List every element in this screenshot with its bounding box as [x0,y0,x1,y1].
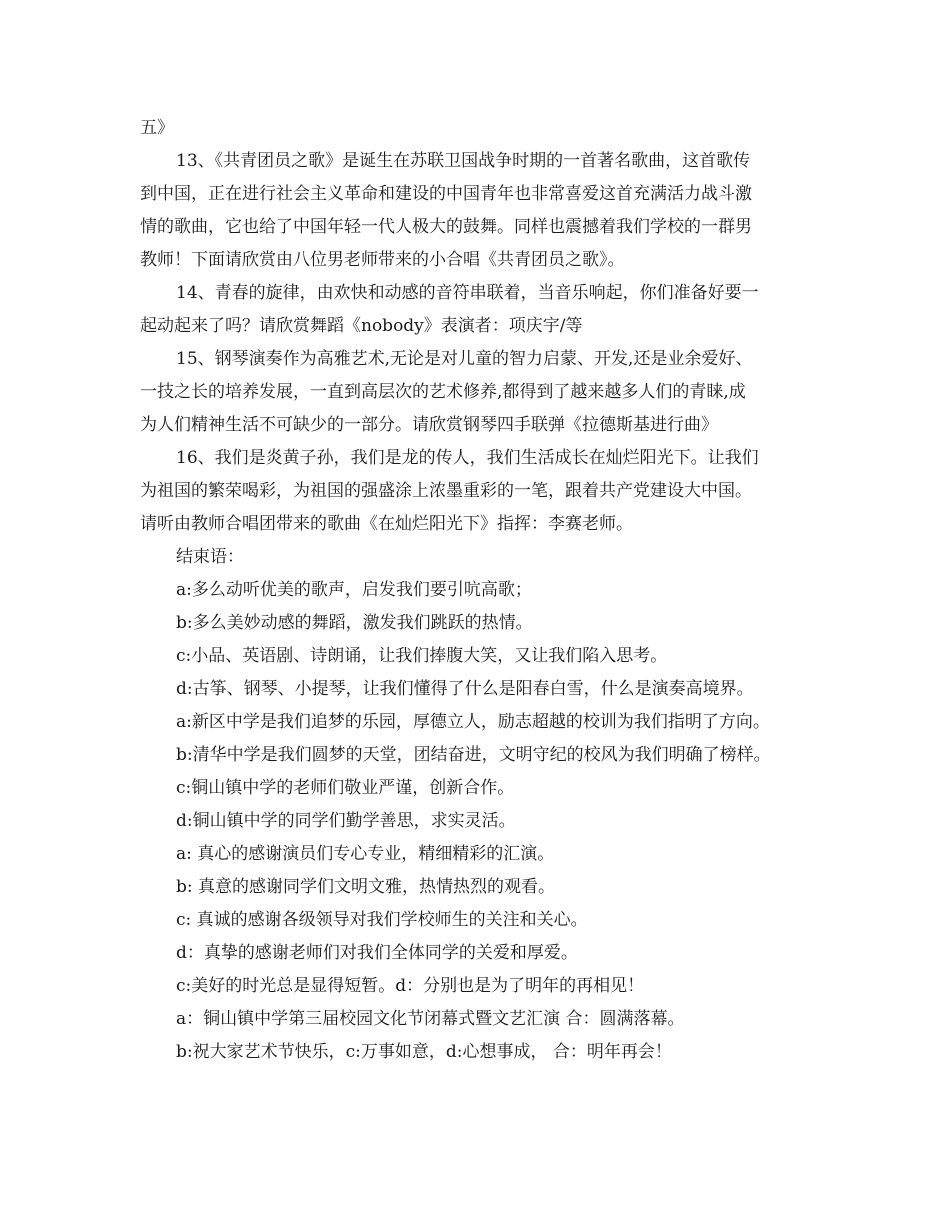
text-line: b:祝大家艺术节快乐，c:万事如意，d:心想事成， 合：明年再会！ [176,1042,672,1062]
text-line: 14、青春的旋律，由欢快和动感的音符串联着，当音乐响起，你们准备好要一 [176,283,759,303]
text-line: a: 真心的感谢演员们专心专业，精细精彩的汇演。 [176,844,555,864]
text-line: c:铜山镇中学的老师们敬业严谨，创新合作。 [176,778,515,798]
text-line: 16、我们是炎黄子孙，我们是龙的传人，我们生活成长在灿烂阳光下。让我们 [176,448,759,468]
text-line: 情的歌曲，它也给了中国年轻一代人极大的鼓舞。同样也震撼着我们学校的一群男 [140,217,752,237]
text-line: c:小品、英语剧、诗朗诵，让我们捧腹大笑，又让我们陷入思考。 [176,646,668,666]
document-body [140,112,830,1069]
text-line: b:多么美妙动感的舞蹈，激发我们跳跃的热情。 [176,613,533,633]
text-line: d:铜山镇中学的同学们勤学善思，求实灵活。 [176,811,516,831]
text-line: b: 真意的感谢同学们文明文雅，热情热烈的观看。 [176,877,556,897]
text-line: 到中国，正在进行社会主义革命和建设的中国青年也非常喜爱这首充满活力战斗激 [140,184,752,204]
text-line: 结束语： [176,547,244,567]
text-line: 为人们精神生活不可缺少的一部分。请欣赏钢琴四手联弹《拉德斯基进行曲》 [140,415,718,435]
text-line: b:清华中学是我们圆梦的天堂，团结奋进，文明守纪的校风为我们明确了榜样。 [176,745,771,765]
text-line: c:美好的时光总是显得短暂。d：分别也是为了明年的再相见！ [176,976,645,996]
text-line: 15、钢琴演奏作为高雅艺术,无论是对儿童的智力启蒙、开发,还是业余爱好、 [176,349,753,369]
text-line: a：铜山镇中学第三届校园文化节闭幕式暨文艺汇演 合：圆满落幕。 [176,1009,685,1029]
text-line: 起动起来了吗？请欣赏舞蹈《nobody》表演者：项庆宇/等 [140,316,583,336]
text-line: 教师！下面请欣赏由八位男老师带来的小合唱《共青团员之歌》。 [140,250,625,270]
text-line: 请听由教师合唱团带来的歌曲《在灿烂阳光下》指挥：李赛老师。 [140,514,633,534]
text-line: 13、《共青团员之歌》是诞生在苏联卫国战争时期的一首著名歌曲，这首歌传 [176,151,751,171]
text-line: 一技之长的培养发展，一直到高层次的艺术修养,都得到了越来越多人们的青睐,成 [140,382,746,402]
text-line: d：真挚的感谢老师们对我们全体同学的关爱和厚爱。 [176,943,578,963]
text-line: a:多么动听优美的歌声，启发我们要引吭高歌； [176,580,532,600]
text-line: a:新区中学是我们追梦的乐园，厚德立人，励志超越的校训为我们指明了方向。 [176,712,770,732]
text-line: 五》 [140,118,174,138]
text-line: 为祖国的繁荣喝彩，为祖国的强盛涂上浓墨重彩的一笔，跟着共产党建设大中国。 [140,481,752,501]
text-line: d:古筝、钢琴、小提琴，让我们懂得了什么是阳春白雪，什么是演奏高境界。 [176,679,754,699]
text-line: c: 真诚的感谢各级领导对我们学校师生的关注和关心。 [176,910,588,930]
